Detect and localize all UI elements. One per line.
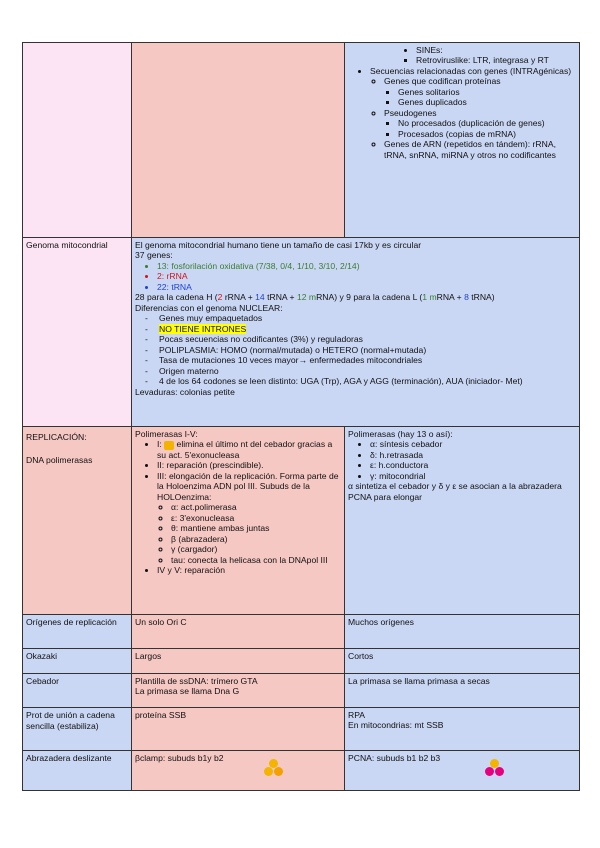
table-row-origenes [23,615,580,649]
row-label-cebador: Cebador [23,674,132,708]
pseudogenes-item: ◦ Pseudogenes ▪ No procesados (duplicación de genes) ▪ Procesados (copias de mRNA) [384,108,576,139]
beta-clamp-icon [264,759,284,779]
euk-pol-item: • γ: mitocondrial [370,471,576,481]
genoma-genes-count: 37 genes: [135,250,173,261]
subud-item: ◦ β (abrazadera) [171,534,341,544]
euk-pol-item: • α: síntesis cebador [370,439,576,449]
row-label-origenes: Orígenes de replicación [23,615,132,649]
table-row-replicacion [23,427,580,615]
polimerasas-euk-title: Polimerasas (hay 13 o así): [348,429,453,439]
diferencia-item: - Pocas secuencias no codificantes (3%) y reguladoras [145,334,576,344]
subud-item: ◦ ε: 3'exonucleasa [171,513,341,523]
cell-genoma-content [132,238,580,427]
euk-pol-note: α sintetiza el cebador y δ y ε se asocian a la abrazadera PCNA para elongar [348,481,562,502]
genes-duplicados-item: ▪ Genes duplicados [398,97,576,107]
cell-prokaryote-empty [132,43,345,238]
diferencia-item: - Origen materno [145,366,576,376]
table-row-abrazadera [23,751,580,791]
cell-origenes-euk: Muchos orígenes [345,615,580,649]
diferencia-item: - POLIPLASMIA: HOMO (normal/mutada) o HETERO (normal+mutada) [145,345,576,355]
subud-item: ◦ θ: mantiene ambas juntas [171,523,341,533]
emoji-icon [164,441,174,450]
cell-label-empty [23,43,132,238]
subud-item: ◦ γ (cargador) [171,544,341,554]
table-row-okazaki [23,649,580,674]
row-label-prot: Prot de unión a cadena sencilla (estabiliza) [23,708,132,751]
diferencia-item: - Genes muy empaquetados [145,313,576,323]
genes-2-item: • 2: rRNA [157,271,576,281]
polimerasas-pro-title: Polimerasas I-V: [135,429,198,439]
table-row-genoma [23,238,580,427]
cell-prot-euk: RPA En mitocondrias: mt SSB [345,708,580,751]
diferencia-item: - Tasa de mutaciones 10 veces mayor→ enfermedades mitocondriales [145,355,576,365]
euk-pol-item: • ε: h.conductora [370,460,576,470]
cell-okazaki-pro: Largos [132,649,345,674]
genes-arn-item: ◦ Genes de ARN (repetidos en tándem): rRNA, tRNA, snRNA, miRNA y otros no codificantes [384,139,576,160]
diferencia-item: - 4 de los 64 codones se leen distinto: UGA (Trp), AGA y AGG (terminación), AUA (iniciador- Met) [145,376,576,386]
row-label-genoma: Genoma mitocondrial [23,238,132,427]
genoma-intro: El genoma mitocondrial humano tiene un tamaño de casi 17kb y es circular [135,240,422,250]
cell-prot-pro: proteína SSB [132,708,345,751]
no-procesados-item: ▪ No procesados (duplicación de genes) [398,118,576,128]
genes-13-item: • 13: fosforilación oxidativa (7/38, 0/4, 1/10, 3/10, 2/14) [157,261,576,271]
row-label-abrazadera: Abrazadera deslizante [23,751,132,791]
diferencia-item-highlight: - NO TIENE INTRONES [145,324,576,334]
cell-cebador-pro: Plantilla de ssDNA: trímero GTA La primasa se llama Dna G [132,674,345,708]
diferencias-title: Diferencias con el genoma NUCLEAR: [135,302,283,313]
table-row-cebador [23,674,580,708]
genes-solitarios-item: ▪ Genes solitarios [398,87,576,97]
retrovirus-item: ▪ Retroviruslike: LTR, integrasa y RT [416,55,576,65]
cell-abrazadera-pro: βclamp: subuds b1y b2 [132,751,345,791]
cell-origenes-pro: Un solo Ori C [132,615,345,649]
pol-III-item: • III: elongación de la replicación. Forma parte de la Holoenzima ADN pol III. Subuds de la HOLOenzima: ◦ α: act.polimerasa ◦ ε: 3'exonucleasa ◦ θ: mantiene ambas juntas ◦ β (abrazadera) ◦ γ (cargador) ◦ tau: conecta la helicasa con la DNApol III [157,471,341,565]
pol-I-item: • I: elimina el último nt del cebador gracias a su act. 5'exonucleasa [157,439,341,460]
levaduras-note: Levaduras: colonias petite [135,386,235,397]
row-label-okazaki: Okazaki [23,649,132,674]
cell-replicacion-prokaryote [132,427,345,615]
sines-item: • SINEs: [416,45,576,55]
secuencias-item: • Secuencias relacionadas con genes (INTRAgénicas) ◦ Genes que codifican proteínas ▪ Genes solitarios ▪ Genes duplicados ◦ Pseudogenes ▪ No procesados (duplicación de genes) ▪ Procesados (copias de mRNA) ◦ Genes de ARN (repetidos en tándem): rRNA, tRNA, snRNA, miRNA y otros no codificantes [370,66,576,160]
cell-replicacion-eukaryote [345,427,580,615]
table-row-continuation [23,43,580,238]
procesados-item: ▪ Procesados (copias de mRNA) [398,129,576,139]
cell-okazaki-euk: Cortos [345,649,580,674]
genes-codifican-item: ◦ Genes que codifican proteínas ▪ Genes solitarios ▪ Genes duplicados [384,76,576,107]
row-label-replicacion: REPLICACIÓN: DNA polimerasas [23,427,132,615]
pcna-icon [485,759,505,779]
cell-abrazadera-euk: PCNA: subuds b1 b2 b3 [345,751,580,791]
cell-cebador-euk: La primasa se llama primasa a secas [345,674,580,708]
table-row-prot [23,708,580,751]
comparison-table [22,42,580,791]
euk-pol-item: • δ: h.retrasada [370,450,576,460]
cadena-distribution: 28 para la cadena H (2 rRNA + 14 tRNA + 12 mRNA) y 9 para la cadena L (1 mRNA + 8 tRNA) [135,292,495,303]
genes-22-item: • 22: tRNA [157,282,576,292]
pol-II-item: • II: reparación (prescindible). [157,460,341,470]
cell-eukaryote-continuation [345,43,580,238]
subud-item: ◦ tau: conecta la helicasa con la DNApol III [171,555,341,565]
pol-IV-item: • IV y V: reparación [157,565,341,575]
subud-item: ◦ α: act.polimerasa [171,502,341,512]
